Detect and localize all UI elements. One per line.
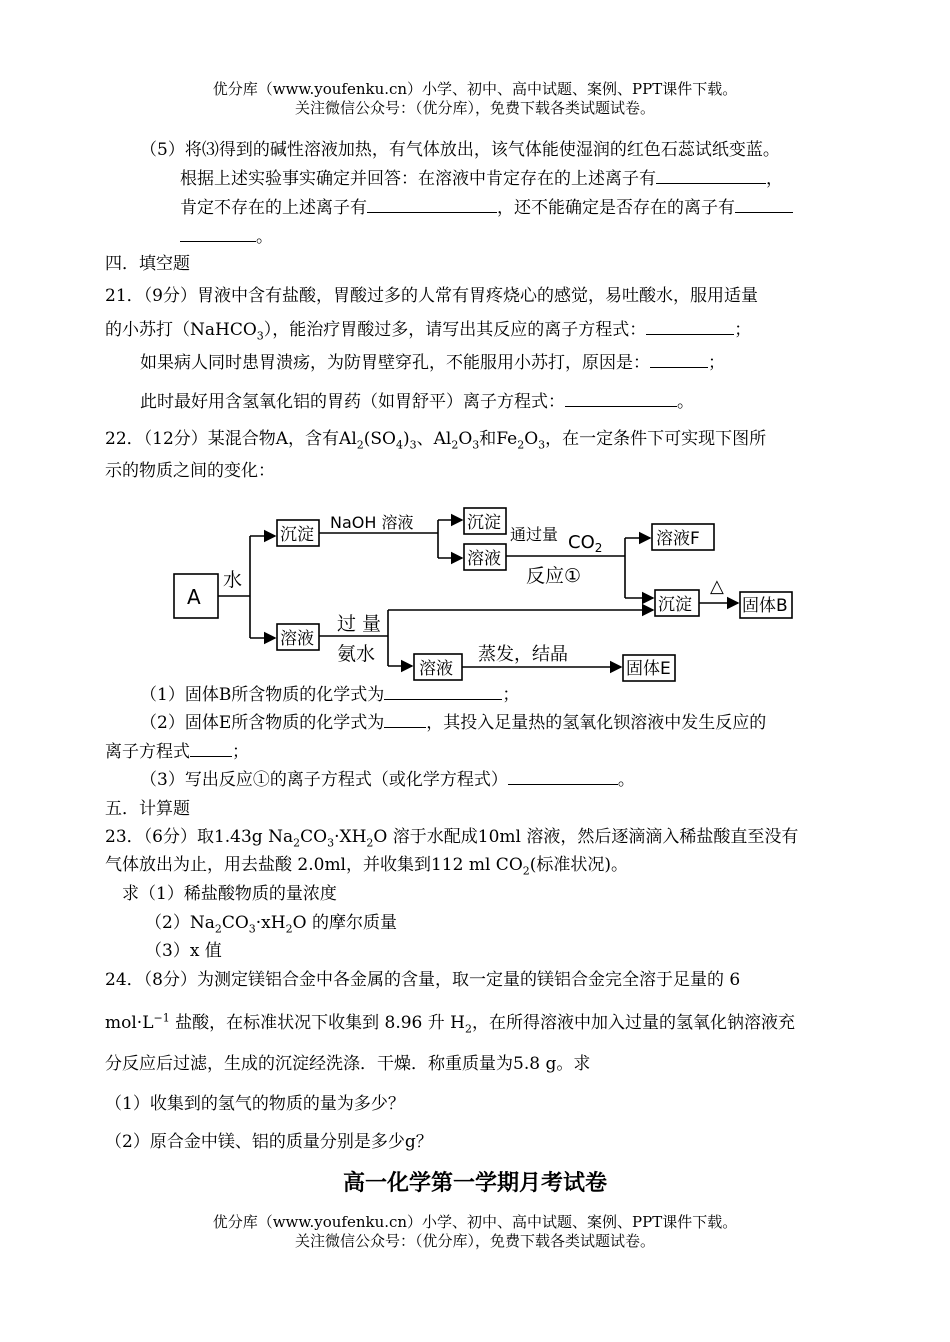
q22-part3: （3）写出反应①的离子方程式（或化学方程式） 。: [140, 770, 635, 790]
q24-line2: $mol\cdot L^{-1}$ 盐酸，在标准状况下收集到 8.96 升 $H_2$，在所得溶液中加入过量的氢氧化钠溶液充: [105, 1011, 796, 1036]
label-precip1: 沉淀: [280, 525, 314, 545]
q20-5-line3: 肯定不存在的上述离子有 ，还不能确定是否存在的离子有: [180, 197, 793, 219]
label-co2: $CO_2$: [568, 532, 603, 555]
exam-title: 高一化学第一学期月考试卷: [342, 1170, 607, 1196]
label-reaction1: 反应①: [526, 565, 582, 587]
label-solution1: 溶液: [467, 549, 501, 569]
q22-part1: （1）固体B所含物质的化学式为 ；: [140, 685, 520, 705]
answer-blank[interactable]: [384, 684, 502, 700]
q21-line3: 如果病人同时患胃溃疡，为防胃壁穿孔，不能服用小苏打，原因是： ；: [140, 353, 725, 373]
site-header-line2: 关注微信公众号：（优分库），免费下载各类试题试卷。: [294, 99, 655, 117]
label-solution2: 溶液: [280, 629, 314, 649]
answer-blank[interactable]: [565, 391, 677, 407]
label-naoh: NaOH 溶液: [330, 513, 414, 532]
q20-5-line4: 。: [180, 226, 273, 248]
section-4-heading: 四．填空题: [105, 254, 190, 274]
label-co2-excess: 通过量: [510, 525, 559, 544]
label-heat: △: [710, 576, 724, 597]
site-footer-line2: 关注微信公众号：（优分库），免费下载各类试题试卷。: [294, 1232, 655, 1250]
label-solid-b: 固体B: [742, 596, 788, 616]
site-header-line1: 优分库（www.youfenku.cn）小学、初中、高中试题、案例、PPT课件下载。: [212, 80, 738, 98]
q20-5-line1: （5）将⑶得到的碱性溶液加热，有气体放出，该气体能使湿润的红色石蕊试纸变蓝。: [140, 140, 780, 160]
q23-line5: （3）x 值: [145, 941, 222, 961]
q21-line2: 的小苏打（NaHCO$_3$），能治疗胃酸过多，请写出其反应的离子方程式： ；: [105, 320, 752, 343]
q24-line3: 分反应后过滤，生成的沉淀经洗涤．干燥．称重质量为5.8 g。求: [105, 1054, 591, 1074]
q24-line1: 24．（8分）为测定镁铝合金中各金属的含量，取一定量的镁铝合金完全溶于足量的 6: [105, 970, 741, 990]
q22-line1: 22．（12分）某混合物A，含有$Al_2(SO_4)_3$、$Al_2O_3$和$Fe_2O_3$，在一定条件下可实现下图所: [105, 429, 767, 452]
label-a: A: [187, 585, 201, 609]
label-precip3: 沉淀: [658, 595, 692, 615]
label-precip2: 沉淀: [467, 513, 501, 533]
q23-line1: 23．（6分）取1.43g $Na_2CO_3\cdot XH_2O$ 溶于水配成10ml 溶液，然后逐滴滴入稀盐酸直至没有: [105, 827, 799, 850]
answer-blank[interactable]: [367, 197, 497, 213]
label-solid-e: 固体E: [626, 659, 671, 679]
q22-line2: 示的物质之间的变化：: [105, 461, 275, 481]
label-solution-f: 溶液F: [656, 529, 700, 549]
answer-blank[interactable]: [656, 168, 766, 184]
answer-blank[interactable]: [650, 352, 708, 368]
answer-blank[interactable]: [646, 319, 734, 335]
answer-blank[interactable]: [180, 226, 256, 242]
label-water: 水: [223, 569, 243, 591]
q21-line4: 此时最好用含氢氧化铝的胃药（如胃舒平）离子方程式： 。: [140, 392, 694, 412]
q20-5-line2: 根据上述实验事实确定并回答：在溶液中肯定存在的上述离子有 ，: [180, 169, 783, 189]
label-solution3: 溶液: [419, 659, 453, 679]
answer-blank[interactable]: [190, 741, 232, 757]
label-evaporate: 蒸发，结晶: [478, 644, 568, 665]
answer-blank[interactable]: [508, 769, 618, 785]
section-5-heading: 五．计算题: [105, 799, 190, 819]
site-footer-line1: 优分库（www.youfenku.cn）小学、初中、高中试题、案例、PPT课件下载。: [212, 1213, 738, 1231]
q21-line1: 21．（9分）胃液中含有盐酸，胃酸过多的人常有胃疼烧心的感觉，易吐酸水，服用适量: [105, 286, 758, 306]
q22-part2: （2）固体E所含物质的化学式为 ，其投入足量热的氢氧化钡溶液中发生反应的: [140, 713, 767, 733]
q22-part2-cont: 离子方程式 ；: [105, 742, 249, 762]
label-excess: 过 量: [337, 613, 382, 635]
answer-blank[interactable]: [384, 712, 426, 728]
q24-line5: （2）原合金中镁、铝的质量分别是多少g？: [105, 1132, 433, 1152]
q23-line3: 求（1）稀盐酸物质的量浓度: [122, 884, 337, 904]
flow-diagram: [170, 500, 810, 690]
q23-line2: 气体放出为止，用去盐酸 2.0ml，并收集到112 ml $CO_2$(标准状况)。: [105, 855, 629, 878]
answer-blank[interactable]: [735, 197, 793, 213]
q24-line4: （1）收集到的氢气的物质的量为多少？: [105, 1094, 405, 1114]
q23-line4: $(2)Na_2CO_3\cdot xH_2O$ 的摩尔质量: [145, 913, 397, 936]
label-ammonia: 氨水: [337, 643, 376, 665]
